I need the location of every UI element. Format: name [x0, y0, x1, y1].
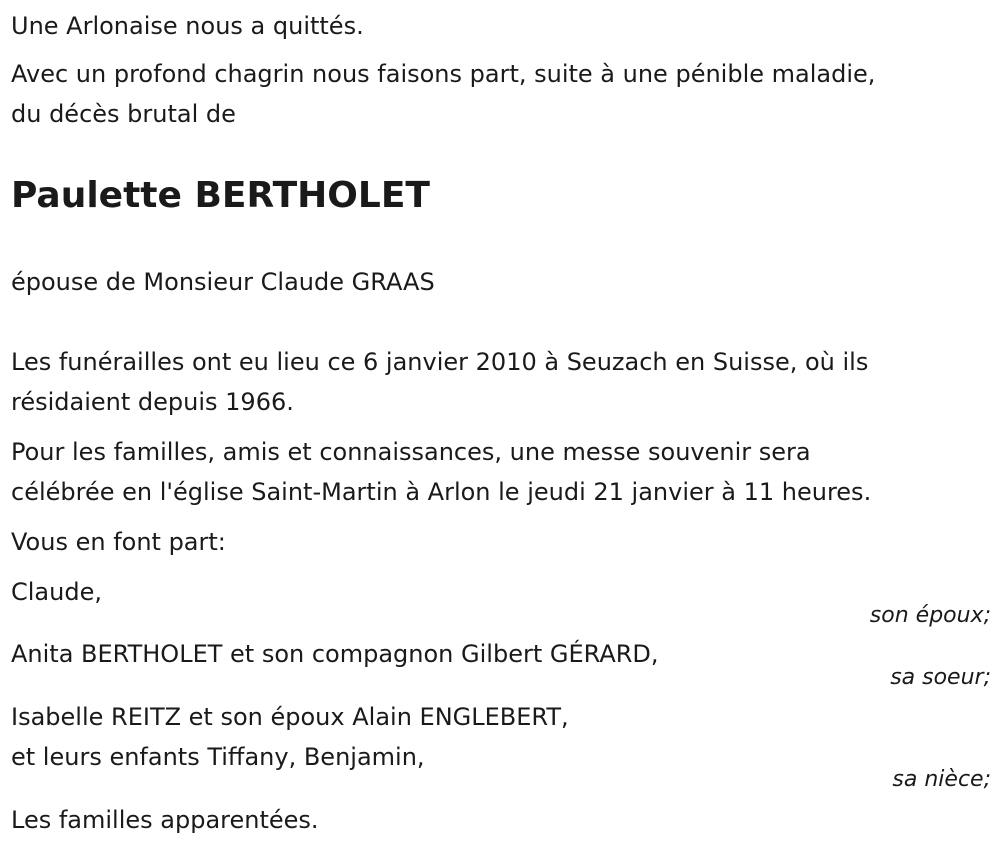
deceased-name: Paulette BERTHOLET — [11, 175, 430, 216]
announcement-paragraph — [11, 54, 875, 134]
family-member-line: et leurs enfants Tiffany, Benjamin, — [11, 743, 425, 771]
paragraph-line: résidaient depuis 1966. — [11, 388, 294, 416]
funeral-paragraph — [11, 342, 868, 422]
paragraph-line: Pour les familles, amis et connaissances, une messe souvenir sera — [11, 438, 811, 466]
family-relation: sa nièce; — [892, 767, 991, 792]
paragraph-line: du décès brutal de — [11, 100, 236, 128]
announce-line: Vous en font part: — [11, 528, 226, 556]
family-member-line: Isabelle REITZ et son époux Alain ENGLEBERT, — [11, 703, 569, 731]
family-member: Anita BERTHOLET et son compagnon Gilbert GÉRARD, — [11, 640, 659, 668]
paragraph-line: Les funérailles ont eu lieu ce 6 janvier 2010 à Seuzach en Suisse, où ils — [11, 348, 869, 376]
paragraph-line: célébrée en l'église Saint-Martin à Arlon le jeudi 21 janvier à 11 heures. — [11, 478, 872, 506]
mass-paragraph — [11, 432, 871, 512]
family-relation: sa soeur; — [890, 665, 991, 690]
intro-text: Une Arlonaise nous a quittés. — [11, 12, 364, 40]
paragraph-line: Avec un profond chagrin nous faisons part, suite à une pénible maladie, — [11, 60, 876, 88]
closing-line: Les familles apparentées. — [11, 806, 319, 834]
family-member — [11, 697, 569, 777]
spouse-line: épouse de Monsieur Claude GRAAS — [11, 268, 435, 296]
family-relation: son époux; — [869, 603, 991, 628]
family-member: Claude, — [11, 578, 102, 606]
